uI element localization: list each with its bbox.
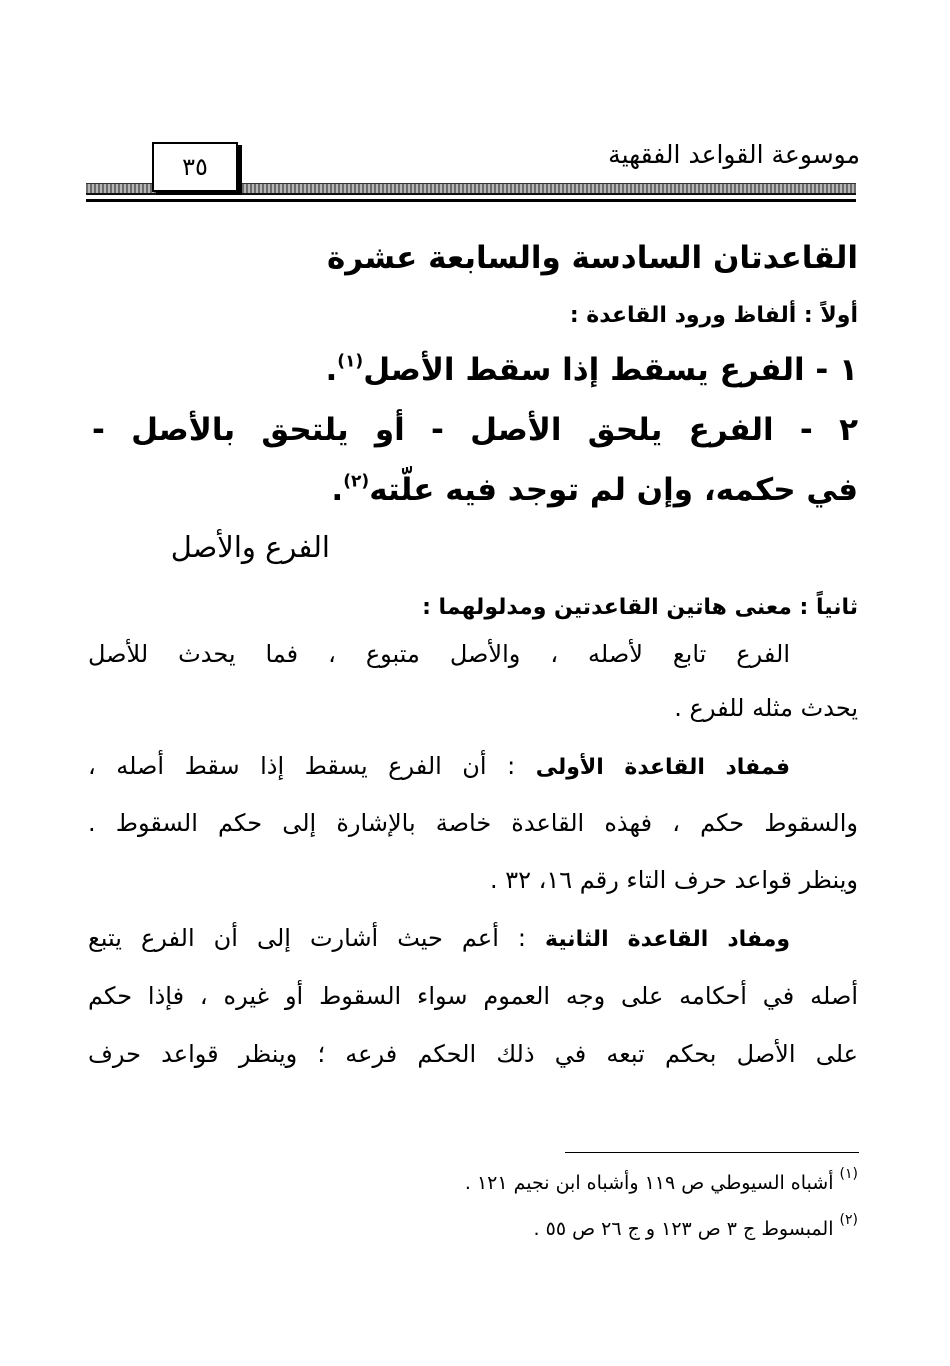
rule-one-end: . (325, 352, 338, 388)
rule-two-text-cont: في حكمه، وإن لم توجد فيه علّته (369, 472, 858, 508)
footnote-ref-1: (١) (337, 351, 364, 372)
footnote-1-text: أشباه السيوطي ص ١١٩ وأشباه ابن نجيم ١٢١ . (464, 1172, 834, 1194)
para-three-lead: ومفاد القاعدة الثانية (544, 927, 790, 952)
rule-one-text: الفرع يسقط إذا سقط الأصل (363, 352, 805, 388)
para-three-line-one (88, 924, 790, 952)
rule-two-text: الفرع يلحق الأصل - أو يلتحق بالأصل - (92, 412, 774, 448)
para-two-line-one (88, 752, 790, 780)
footnote-2 (533, 1211, 858, 1240)
para-three-line-two: أصله في أحكامه على وجه العموم سواء السقوط أو غيره ، فإذا حكم (88, 982, 858, 1010)
footnote-2-marker: (٢) (839, 1211, 858, 1228)
para-two-line-one-rest: : أن الفرع يسقط إذا سقط أصله ، (88, 752, 516, 780)
section-label-first: أولاً : ألفاظ ورود القاعدة : (569, 303, 858, 328)
para-two-lead: فمفاد القاعدة الأولى (535, 755, 791, 780)
subtitle: الفرع والأصل (170, 530, 330, 564)
para-three-line-three: على الأصل بحكم تبعه في ذلك الحكم فرعه ؛ وينظر قواعد حرف (88, 1040, 858, 1068)
section-label-second: ثانياً : معنى هاتين القاعدتين ومدلولهما : (422, 595, 858, 620)
footnote-1 (464, 1165, 858, 1194)
rule-two-line-one (92, 412, 858, 448)
rule-two-number: ٢ - (799, 412, 858, 448)
para-three-line-one-rest: : أعم حيث أشارت إلى أن الفرع يتبع (88, 924, 526, 952)
para-two-line-two: والسقوط حكم ، فهذه القاعدة خاصة بالإشارة إلى حكم السقوط . (88, 809, 858, 837)
footnote-1-marker: (١) (839, 1165, 858, 1182)
para-one-line-one: الفرع تابع لأصله ، والأصل متبوع ، فما يحدث للأصل (88, 640, 790, 668)
para-one-line-two: يحدث مثله للفرع . (674, 694, 858, 722)
running-header-title: موسوعة القواعد الفقهية (608, 140, 860, 169)
rule-one (325, 352, 858, 388)
page-number-box (152, 142, 238, 192)
rule-two-end: . (331, 472, 344, 508)
section-heading: القاعدتان السادسة والسابعة عشرة (326, 240, 858, 276)
rule-one-number: ١ - (815, 352, 858, 388)
footnote-2-text: المبسوط ج ٣ ص ١٢٣ و ج ٢٦ ص ٥٥ . (533, 1218, 834, 1240)
footnote-divider (565, 1152, 859, 1153)
rule-two-line-two (331, 472, 858, 508)
header-rule-underline (86, 199, 856, 202)
page-number: ٣٥ (182, 153, 208, 181)
footnote-ref-2: (٢) (343, 471, 370, 492)
para-two-line-three: وينظر قواعد حرف التاء رقم ١٦، ٣٢ . (489, 866, 858, 894)
